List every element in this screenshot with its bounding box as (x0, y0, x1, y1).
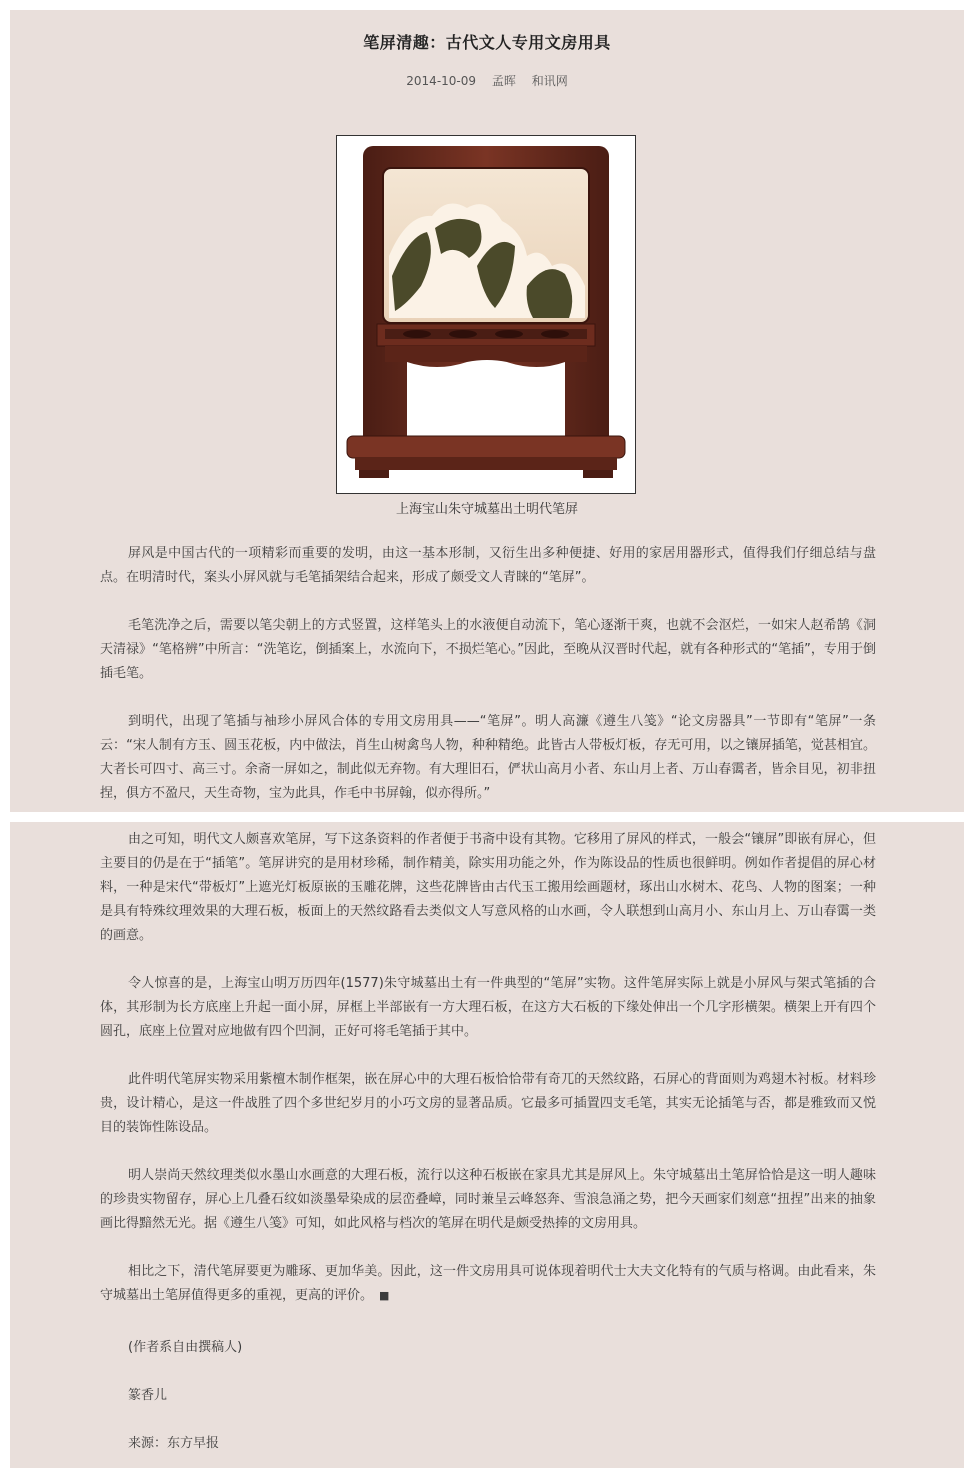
article-meta (10, 72, 964, 89)
paragraph-7: 明人崇尚天然纹理类似水墨山水画意的大理石板，流行以这种石板嵌在家具尤其是屏风上。朱守城墓出土笔屏恰恰是这一明人趣味的珍贵实物留存，屏心上几叠石纹如淡墨晕染成的层峦叠嶂，同时兼呈云峰怒奔、雪浪急涌之势，把今天画家们刻意“扭捏”出来的抽象画比得黯然无光。据《遵生八笺》可知，如此风格与档次的笔屏在明代是颇受热捧的文房用具。 (100, 1168, 876, 1231)
end-mark: ■ (379, 1289, 390, 1302)
paragraph-8-text: 相比之下，清代笔屏要更为雕琢、更加华美。因此，这一件文房用具可说体现着明代士大夫文化特有的气质与格调。由此看来，朱守城墓出土笔屏值得更多的重视，更高的评价。 (100, 1264, 876, 1303)
paragraph-3: 到明代，出现了笔插与袖珍小屏风合体的专用文房用具——“笔屏”。明人高濂《遵生八笺》“论文房器具”一节即有“笔屏”一条云：“宋人制有方玉、圆玉花板，内中做法，肖生山树禽鸟人物，种种精绝。此皆古人带板灯板，存无可用，以之镶屏插笔，觉甚相宜。大者长可四寸、高三寸。余斋一屏如之，制此似无弃物。有大理旧石，俨状山高月小者、东山月上者、万山春霭者，皆余目见，初非扭捏，俱方不盈尺，天生奇物，宝为此具，作毛中书屏翰，似亦得所。” (100, 714, 876, 801)
article-author: 孟晖 (491, 74, 516, 88)
author-note: (作者系自由撰稿人) (128, 1340, 243, 1355)
paragraph-2: 毛笔洗净之后，需要以笔尖朝上的方式竖置，这样笔头上的水液便自动流下，笔心逐渐干爽，也就不会沤烂，一如宋人赵希鹄《洞天清禄》“笔格辨”中所言：“洗笔讫，倒插案上，水流向下，不损烂笔心。”因此，至晚从汉晋时代起，就有各种形式的“笔插”，专用于倒插毛笔。 (100, 618, 876, 681)
figure-caption: 上海宝山朱守城墓出土明代笔屏 (395, 502, 578, 517)
article-panel-top (10, 10, 964, 812)
paragraph-1: 屏风是中国古代的一项精彩而重要的发明，由这一基本形制，又衍生出多种便捷、好用的家居用器形式，值得我们仔细总结与盘点。在明清时代，案头小屏风就与毛笔插架结合起来，形成了颇受文人青睐的“笔屏”。 (100, 546, 876, 585)
paragraph-8 (100, 1260, 876, 1308)
article-panel-bottom (10, 822, 964, 1468)
source-line: 来源：东方早报 (128, 1436, 220, 1451)
paragraph-5: 令人惊喜的是，上海宝山明万历四年(1577)朱守城墓出土有一件典型的“笔屏”实物。这件笔屏实际上就是小屏风与架式笔插的合体，其形制为长方底座上升起一面小屏，屏框上半部嵌有一方大理石板，在这方大石板的下缘处伸出一个几字形横架。横架上开有四个圆孔，底座上位置对应地做有四个凹洞，正好可将毛笔插于其中。 (100, 976, 876, 1039)
brush-screen-illustration (337, 136, 635, 493)
editor-name: 篆香儿 (128, 1388, 168, 1403)
brush-screen-photo (336, 135, 636, 494)
paragraph-4: 由之可知，明代文人颇喜欢笔屏，写下这条资料的作者便于书斋中设有其物。它移用了屏风的样式，一般会“镶屏”即嵌有屏心，但主要目的仍是在于“插笔”。笔屏讲究的是用材珍稀，制作精美，除实用功能之外，作为陈设品的性质也很鲜明。例如作者提倡的屏心材料，一种是宋代“带板灯”上遮光灯板原嵌的玉雕花牌，这些花牌皆由古代玉工搬用绘画题材，琢出山水树木、花鸟、人物的图案；一种是具有特殊纹理效果的大理石板，板面上的天然纹路看去类似文人写意风格的山水画，令人联想到山高月小、东山月上、万山春霭一类的画意。 (100, 832, 876, 943)
article-source-site[interactable]: 和讯网 (531, 74, 568, 88)
paragraph-6: 此件明代笔屏实物采用紫檀木制作框架，嵌在屏心中的大理石板恰恰带有奇兀的天然纹路，石屏心的背面则为鸡翅木衬板。材料珍贵，设计精心，是这一件战胜了四个多世纪岁月的小巧文房的显著品质。它最多可插置四支毛笔，其实无论插笔与否，都是雅致而又悦目的装饰性陈设品。 (100, 1072, 876, 1135)
article-date: 2014-10-09 (406, 74, 477, 88)
article-title: 笔屏清趣：古代文人专用文房用具 (363, 33, 611, 52)
